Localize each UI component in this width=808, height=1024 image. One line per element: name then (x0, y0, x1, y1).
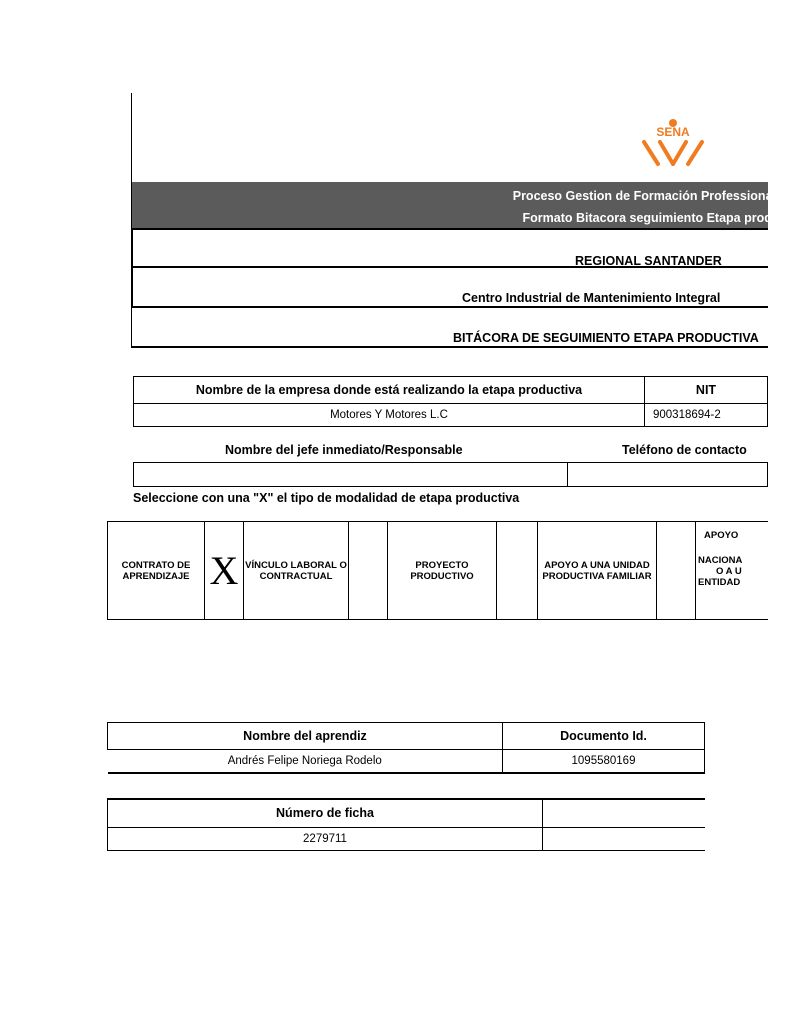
ficha-value[interactable]: 2279711 (108, 827, 543, 850)
centro-text: Centro Industrial de Mantenimiento Integral (462, 291, 721, 305)
option-proyecto-checkbox[interactable] (497, 522, 538, 620)
apprentice-name-value[interactable]: Andrés Felipe Noriega Rodelo (108, 750, 503, 773)
boss-table (133, 462, 768, 487)
sena-logo-graphic (638, 118, 708, 170)
partial-line-1: APOYO (704, 530, 739, 541)
ficha-label: Número de ficha (108, 799, 543, 827)
document-value[interactable]: 1095580169 (503, 750, 705, 773)
apprentice-name-label: Nombre del aprendiz (108, 723, 503, 750)
ficha-extra-header (543, 799, 706, 827)
regional-text: REGIONAL SANTANDER (575, 254, 722, 268)
document-label: Documento Id. (503, 723, 705, 750)
company-name-label: Nombre de la empresa donde está realizando la etapa productiva (134, 377, 645, 404)
apprentice-table (107, 722, 705, 774)
svg-text:SENA: SENA (656, 125, 690, 139)
option-contrato-label: CONTRATO DE APRENDIZAJE (108, 522, 205, 620)
ficha-extra-value[interactable] (543, 827, 706, 850)
option-contrato-checkbox[interactable] (205, 522, 244, 620)
option-apoyo-familiar-checkbox[interactable] (657, 522, 696, 620)
phone-value[interactable] (568, 463, 768, 487)
boss-value[interactable] (134, 463, 568, 487)
header-banner (132, 182, 808, 228)
partial-line-2: NACIONA (698, 555, 743, 566)
nit-value[interactable]: 900318694-2 (645, 404, 768, 427)
x-mark: X (209, 547, 239, 593)
banner-line-1: Proceso Gestion de Formación Professional (512, 189, 776, 203)
bitacora-box (131, 308, 768, 348)
company-table (133, 376, 768, 427)
company-name-value[interactable]: Motores Y Motores L.C (134, 404, 645, 427)
phone-label: Teléfono de contacto (622, 443, 747, 457)
regional-box (131, 228, 768, 268)
bitacora-title: BITÁCORA DE SEGUIMIENTO ETAPA PRODUCTIVA (453, 331, 759, 345)
nit-label: NIT (645, 377, 768, 404)
modality-instruction: Seleccione con una "X" el tipo de modalidad de etapa productiva (133, 491, 520, 505)
option-apoyo-familiar-label: APOYO A UNA UNIDAD PRODUCTIVA FAMILIAR (538, 522, 657, 620)
option-proyecto-label: PROYECTO PRODUCTIVO (388, 522, 497, 620)
ficha-table (107, 798, 705, 851)
partial-line-4: ENTIDAD (698, 577, 741, 588)
option-apoyo-entidad-label (696, 522, 769, 620)
boss-label: Nombre del jefe inmediato/Responsable (225, 443, 463, 457)
option-vinculo-checkbox[interactable] (349, 522, 388, 620)
modality-table (107, 521, 768, 620)
partial-line-3: O A U (716, 566, 742, 577)
banner-line-2: Formato Bitacora seguimiento Etapa productiva (522, 211, 808, 225)
option-vinculo-label: VÍNCULO LABORAL O CONTRACTUAL (244, 522, 349, 620)
centro-box (131, 268, 768, 308)
sena-logo (638, 118, 708, 170)
